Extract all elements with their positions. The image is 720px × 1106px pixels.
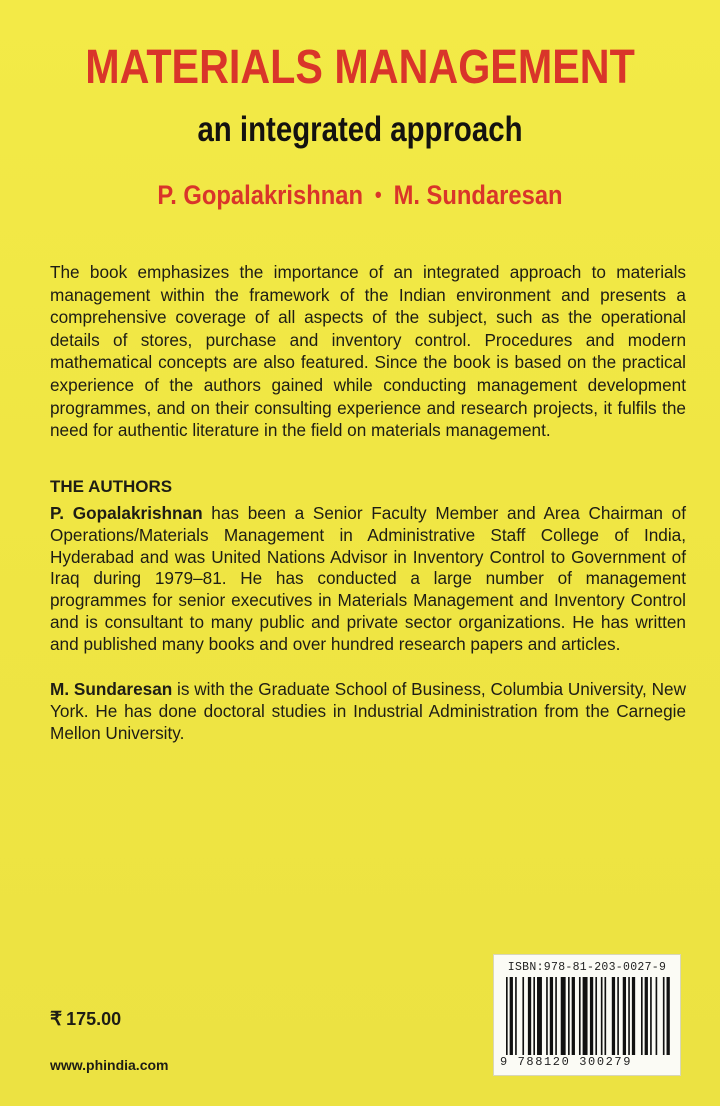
barcode-bar — [590, 977, 593, 1055]
barcode-bar — [612, 977, 615, 1055]
price — [50, 1008, 121, 1031]
rupee-symbol: ₹ — [50, 1009, 63, 1030]
barcode-bar — [595, 977, 597, 1055]
barcode-bar — [617, 977, 619, 1055]
barcode-digits: 9 788120 300279 — [500, 1055, 633, 1069]
barcode-bar — [623, 977, 626, 1055]
barcode-bar — [628, 977, 630, 1055]
barcode-bar — [550, 977, 553, 1055]
barcode-bar — [522, 977, 524, 1055]
isbn-barcode — [494, 955, 680, 1075]
book-subtitle: an integrated approach — [197, 110, 523, 149]
author-separator: • — [374, 182, 382, 207]
barcode-bar — [572, 977, 575, 1055]
author-bio-2 — [50, 679, 686, 744]
author-bio-1-name: P. Gopalakrishnan — [50, 503, 203, 523]
barcode-bar — [601, 977, 603, 1055]
isbn-label: ISBN:978-81-203-0027-9 — [507, 961, 667, 974]
barcode-bar — [579, 977, 581, 1055]
barcode-bar — [663, 977, 665, 1055]
author-names — [43, 180, 677, 211]
barcode-bar — [568, 977, 570, 1055]
barcode-bar — [561, 977, 566, 1055]
barcode-bar — [537, 977, 542, 1055]
barcode-bar — [510, 977, 513, 1055]
barcode-bars — [506, 977, 672, 1055]
barcode-bar — [605, 977, 607, 1055]
barcode-bar — [656, 977, 658, 1055]
barcode-bar — [515, 977, 517, 1055]
barcode-bar — [533, 977, 535, 1055]
barcode-bar — [583, 977, 588, 1055]
author-name-1: P. Gopalakrishnan — [157, 180, 363, 210]
author-bio-1 — [50, 503, 686, 656]
author-bio-2-text: is with the Graduate School of Business, Columbia University, New York. He has done doctoral studies in Industrial Administration from the Carnegie Mellon University. — [50, 679, 686, 743]
barcode-bar — [645, 977, 648, 1055]
book-title: MATERIALS MANAGEMENT — [85, 41, 635, 94]
publisher-website: www.phindia.com — [50, 1057, 169, 1073]
authors-heading: THE AUTHORS — [50, 477, 173, 496]
barcode-bar — [555, 977, 557, 1055]
author-bio-2-name: M. Sundaresan — [50, 679, 173, 699]
barcode-bar — [667, 977, 670, 1055]
author-bio-1-text: has been a Senior Faculty Member and Area Chairman of Operations/Materials Management in Administrative Staff College of India, Hyderabad and was United Nations Advisor in Inventory Control to Government of Iraq during 1979–81. He has conducted a large number of management programmes for senior executives in Materials Management and Inventory Control and is consultant to many public and private sector organizations. He has written and published many books and over hundred research papers and articles. — [50, 503, 686, 654]
book-description: The book emphasizes the importance of an integrated approach to materials management within the framework of the Indian environment and presents a comprehensive coverage of all aspects of the subject, such as the operational details of stores, purchase and inventory control. Procedures and modern mathematical concepts are also featured. Since the book is based on the practical experience of the authors gained while conducting management development programmes, and on their consulting experience and research projects, it fulfils the need for authentic literature in the field on materials management. — [50, 262, 686, 441]
barcode-bar — [506, 977, 508, 1055]
barcode-bar — [632, 977, 635, 1055]
barcode-bar — [641, 977, 643, 1055]
price-amount: 175.00 — [66, 1009, 122, 1029]
barcode-bar — [546, 977, 548, 1055]
author-name-2: M. Sundaresan — [393, 180, 563, 210]
barcode-bar — [650, 977, 652, 1055]
barcode-bar — [528, 977, 531, 1055]
